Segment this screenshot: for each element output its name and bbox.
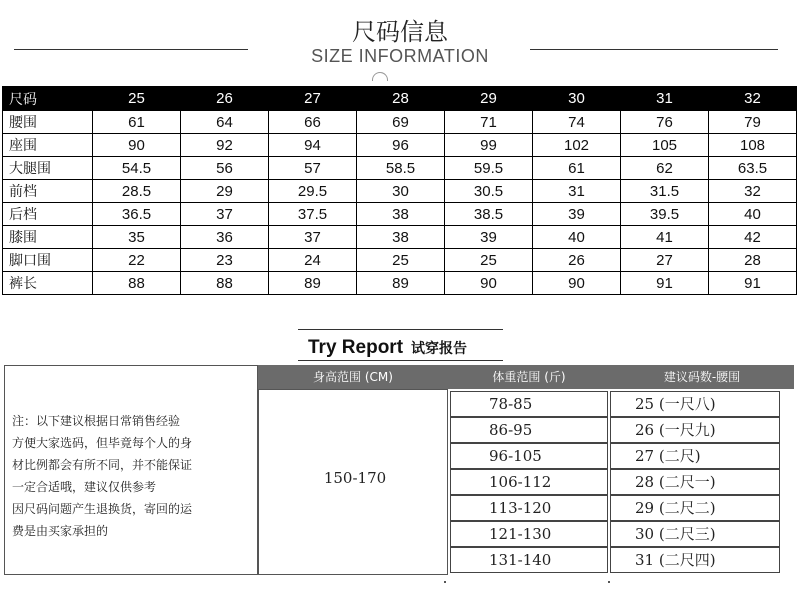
measurement-value: 38 — [357, 203, 445, 226]
report-title-rule-top — [298, 329, 503, 330]
measurement-value: 58.5 — [357, 157, 445, 180]
note-line: 材比例都会有所不同，并不能保证 — [12, 458, 193, 472]
note-line: 一定合适哦，建议仅供参考 — [12, 480, 157, 494]
size-table-row — [3, 180, 797, 203]
size-advice-cell: 27 (二尺) — [610, 443, 780, 469]
size-column-header: 27 — [269, 87, 357, 111]
size-column-header: 26 — [181, 87, 269, 111]
size-table-row — [3, 226, 797, 249]
measurement-value: 40 — [533, 226, 621, 249]
measurement-value: 79 — [709, 111, 797, 134]
measurement-value: 37 — [181, 203, 269, 226]
size-column-header: 32 — [709, 87, 797, 111]
report-title-rule-bottom — [298, 360, 503, 361]
measurement-value: 56 — [181, 157, 269, 180]
measurement-value: 31 — [533, 180, 621, 203]
measurement-value: 102 — [533, 134, 621, 157]
weight-column-header: 体重范围 (斤) — [448, 365, 610, 389]
measurement-label: 膝围 — [3, 226, 93, 249]
measurement-label: 前档 — [3, 180, 93, 203]
measurement-label: 脚口围 — [3, 249, 93, 272]
height-column-header: 身高范围 (CM) — [258, 365, 448, 389]
measurement-label: 大腿围 — [3, 157, 93, 180]
report-title-en: Try Report — [308, 337, 404, 358]
measurement-value: 30.5 — [445, 180, 533, 203]
size-advice-cell: 30 (二尺三) — [610, 521, 780, 547]
size-table-row — [3, 111, 797, 134]
measurement-label: 腰围 — [3, 111, 93, 134]
measurement-value: 108 — [709, 134, 797, 157]
measurement-value: 90 — [533, 272, 621, 295]
size-advice-cell: 28 (二尺一) — [610, 469, 780, 495]
size-table-row — [3, 249, 797, 272]
measurement-value: 35 — [93, 226, 181, 249]
report-title-cn: 试穿报告 — [411, 341, 468, 357]
measurement-value: 91 — [709, 272, 797, 295]
measurement-value: 25 — [445, 249, 533, 272]
size-table-row — [3, 134, 797, 157]
measurement-value: 105 — [621, 134, 709, 157]
size-advice-cell: 31 (二尺四) — [610, 547, 780, 573]
weight-range-cell: 131-140 — [450, 547, 608, 573]
measurement-label: 裤长 — [3, 272, 93, 295]
measurement-value: 59.5 — [445, 157, 533, 180]
note-line: 因尺码问题产生退换货，寄回的运 — [12, 502, 193, 516]
measurement-value: 22 — [93, 249, 181, 272]
measurement-value: 66 — [269, 111, 357, 134]
measurement-value: 37.5 — [269, 203, 357, 226]
page-title: 尺码信息 — [352, 18, 448, 46]
measurement-value: 99 — [445, 134, 533, 157]
measurement-value: 30 — [357, 180, 445, 203]
report-title — [308, 337, 467, 359]
size-column-header: 31 — [621, 87, 709, 111]
measurement-value: 57 — [269, 157, 357, 180]
measurement-value: 71 — [445, 111, 533, 134]
size-table-row — [3, 272, 797, 295]
measurement-value: 38.5 — [445, 203, 533, 226]
measurement-value: 39 — [445, 226, 533, 249]
measurement-value: 27 — [621, 249, 709, 272]
measurement-value: 96 — [357, 134, 445, 157]
measurement-value: 89 — [357, 272, 445, 295]
size-column-header: 28 — [357, 87, 445, 111]
measurement-value: 90 — [93, 134, 181, 157]
measurement-value: 38 — [357, 226, 445, 249]
size-column-header: 29 — [445, 87, 533, 111]
measurement-value: 42 — [709, 226, 797, 249]
note-line: 方便大家选码，但毕竟每个人的身 — [12, 436, 193, 450]
size-column-header: 30 — [533, 87, 621, 111]
measurement-value: 54.5 — [93, 157, 181, 180]
measurement-value: 37 — [269, 226, 357, 249]
smile-ornament-icon — [372, 72, 388, 81]
measurement-value: 90 — [445, 272, 533, 295]
measurement-value: 41 — [621, 226, 709, 249]
size-advice-column-header: 建议码数-腰围 — [610, 365, 794, 389]
size-table — [2, 86, 797, 295]
measurement-label: 后档 — [3, 203, 93, 226]
size-table-row — [3, 203, 797, 226]
size-header-label: 尺码 — [3, 87, 93, 111]
measurement-value: 29 — [181, 180, 269, 203]
measurement-value: 36 — [181, 226, 269, 249]
measurement-value: 39.5 — [621, 203, 709, 226]
size-advice-cell: 29 (二尺二) — [610, 495, 780, 521]
page-subtitle: SIZE INFORMATION — [311, 46, 489, 66]
measurement-value: 76 — [621, 111, 709, 134]
measurement-value: 40 — [709, 203, 797, 226]
measurement-value: 28.5 — [93, 180, 181, 203]
measurement-value: 29.5 — [269, 180, 357, 203]
weight-range-cell: 96-105 — [450, 443, 608, 469]
measurement-value: 64 — [181, 111, 269, 134]
measurement-value: 25 — [357, 249, 445, 272]
measurement-value: 36.5 — [93, 203, 181, 226]
weight-range-cell: 113-120 — [450, 495, 608, 521]
size-header-row — [3, 87, 797, 111]
measurement-value: 94 — [269, 134, 357, 157]
size-column-header: 25 — [93, 87, 181, 111]
measurement-label: 座围 — [3, 134, 93, 157]
measurement-value: 23 — [181, 249, 269, 272]
measurement-value: 39 — [533, 203, 621, 226]
measurement-value: 62 — [621, 157, 709, 180]
measurement-value: 63.5 — [709, 157, 797, 180]
measurement-value: 74 — [533, 111, 621, 134]
measurement-value: 61 — [533, 157, 621, 180]
size-table-row — [3, 157, 797, 180]
measurement-value: 92 — [181, 134, 269, 157]
size-advice-cell: 26 (一尺九) — [610, 417, 780, 443]
measurement-value: 26 — [533, 249, 621, 272]
try-report-table — [4, 365, 794, 575]
size-advice-cell: 25 (一尺八) — [610, 391, 780, 417]
note-line: 注：以下建议根据日常销售经验 — [12, 414, 181, 428]
measurement-value: 32 — [709, 180, 797, 203]
divider-mark — [444, 581, 446, 583]
measurement-value: 89 — [269, 272, 357, 295]
measurement-value: 61 — [93, 111, 181, 134]
weight-range-cell: 78-85 — [450, 391, 608, 417]
weight-range-cell: 121-130 — [450, 521, 608, 547]
divider-mark — [608, 581, 610, 583]
note-text — [12, 410, 260, 542]
measurement-value: 69 — [357, 111, 445, 134]
weight-range-cell: 106-112 — [450, 469, 608, 495]
height-range-value: 150-170 — [323, 469, 387, 487]
measurement-value: 28 — [709, 249, 797, 272]
measurement-value: 88 — [181, 272, 269, 295]
measurement-value: 31.5 — [621, 180, 709, 203]
note-line: 费是由买家承担的 — [12, 524, 109, 538]
measurement-value: 91 — [621, 272, 709, 295]
weight-range-cell: 86-95 — [450, 417, 608, 443]
measurement-value: 88 — [93, 272, 181, 295]
measurement-value: 24 — [269, 249, 357, 272]
